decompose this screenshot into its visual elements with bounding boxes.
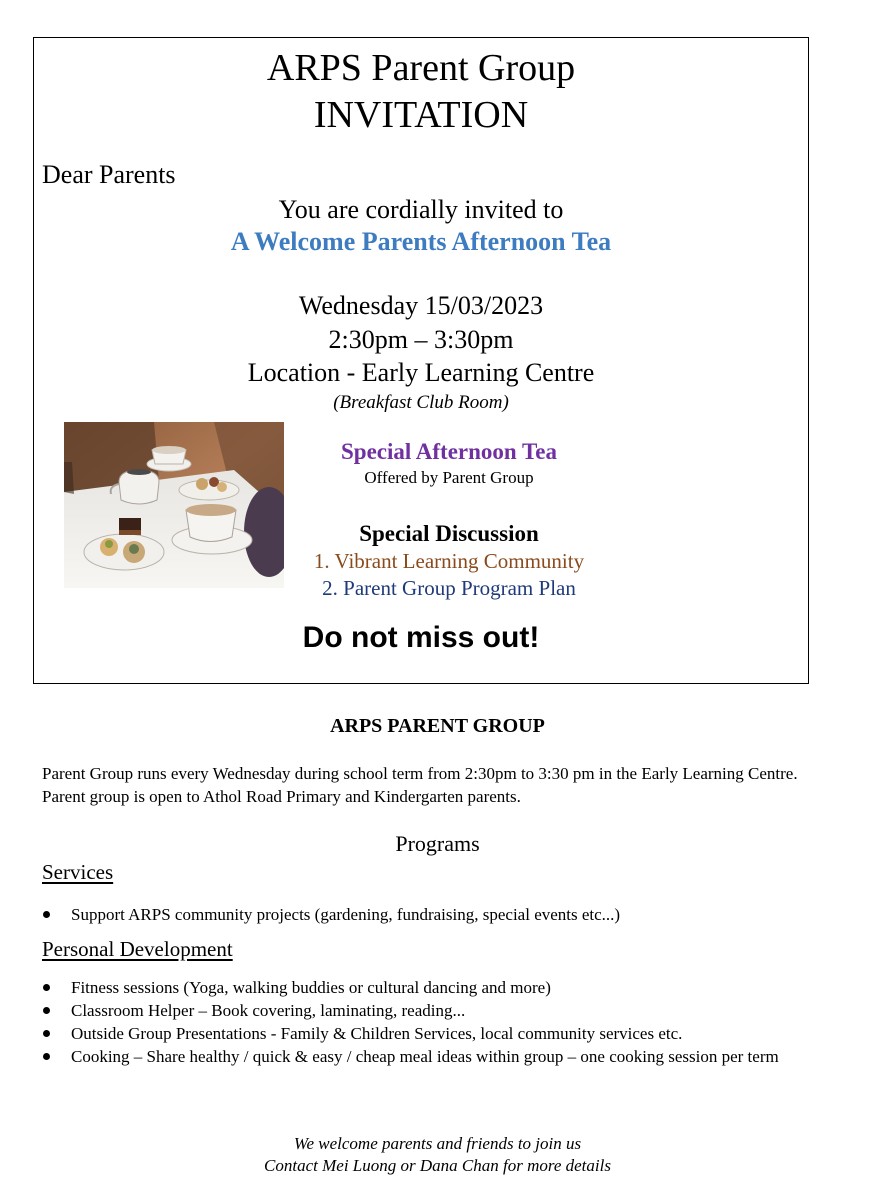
list-item: [42, 903, 802, 926]
services-heading: Services: [42, 860, 114, 884]
list-item-text: Outside Group Presentations - Family & Children Services, local community services etc.: [71, 1024, 683, 1043]
list-item: [42, 1045, 802, 1068]
programs-heading: Programs: [395, 831, 480, 856]
bullet-icon: [43, 984, 50, 991]
group-heading: ARPS PARENT GROUP: [330, 715, 545, 737]
list-item-text: Fitness sessions (Yoga, walking buddies or cultural dancing and more): [71, 978, 551, 997]
invitation-title: ARPS Parent Group: [266, 47, 576, 89]
footer-contact: Contact Mei Luong or Dana Chan for more details: [264, 1156, 611, 1175]
event-date: Wednesday 15/03/2023: [298, 291, 544, 320]
list-item: [42, 999, 802, 1022]
event-time: 2:30pm – 3:30pm: [328, 325, 514, 354]
greeting: Dear Parents: [42, 160, 176, 189]
afternoon-tea-photo: [64, 422, 284, 588]
footer-welcome: We welcome parents and friends to join us: [293, 1134, 582, 1153]
event-location: Location - Early Learning Centre: [247, 358, 595, 387]
services-list: [42, 903, 802, 926]
personal-development-heading: Personal Development: [42, 937, 233, 961]
personal-development-list: [42, 976, 802, 1068]
invitation-heading: INVITATION: [313, 94, 529, 136]
invitation-box: [33, 37, 809, 684]
call-to-action: Do not miss out!: [302, 621, 540, 654]
group-description: Parent Group runs every Wednesday during school term from 2:30pm to 3:30 pm in the Early Learning Centre. Parent group is open to Athol Road Primary and Kindergarten parents.: [42, 764, 798, 806]
list-item-text: Classroom Helper – Book covering, laminating, reading...: [71, 1001, 466, 1020]
discussion-item: 2. Parent Group Program Plan: [322, 576, 576, 600]
special-tea-subtitle: Offered by Parent Group: [364, 468, 534, 487]
discussion-item: 1. Vibrant Learning Community: [313, 549, 585, 573]
list-item-text: Support ARPS community projects (gardening, fundraising, special events etc...): [71, 905, 621, 924]
bullet-icon: [43, 1030, 50, 1037]
bullet-icon: [43, 911, 50, 918]
list-item-text: Cooking – Share healthy / quick & easy / cheap meal ideas within group – one cooking session per term: [71, 1047, 779, 1066]
bullet-icon: [43, 1007, 50, 1014]
special-tea-title: Special Afternoon Tea: [341, 439, 557, 464]
event-room: (Breakfast Club Room): [333, 392, 509, 413]
event-name: A Welcome Parents Afternoon Tea: [230, 227, 612, 256]
special-discussion-title: Special Discussion: [359, 521, 539, 546]
bullet-icon: [43, 1053, 50, 1060]
list-item: [42, 976, 802, 999]
invited-text: You are cordially invited to: [278, 195, 564, 224]
list-item: [42, 1022, 802, 1045]
